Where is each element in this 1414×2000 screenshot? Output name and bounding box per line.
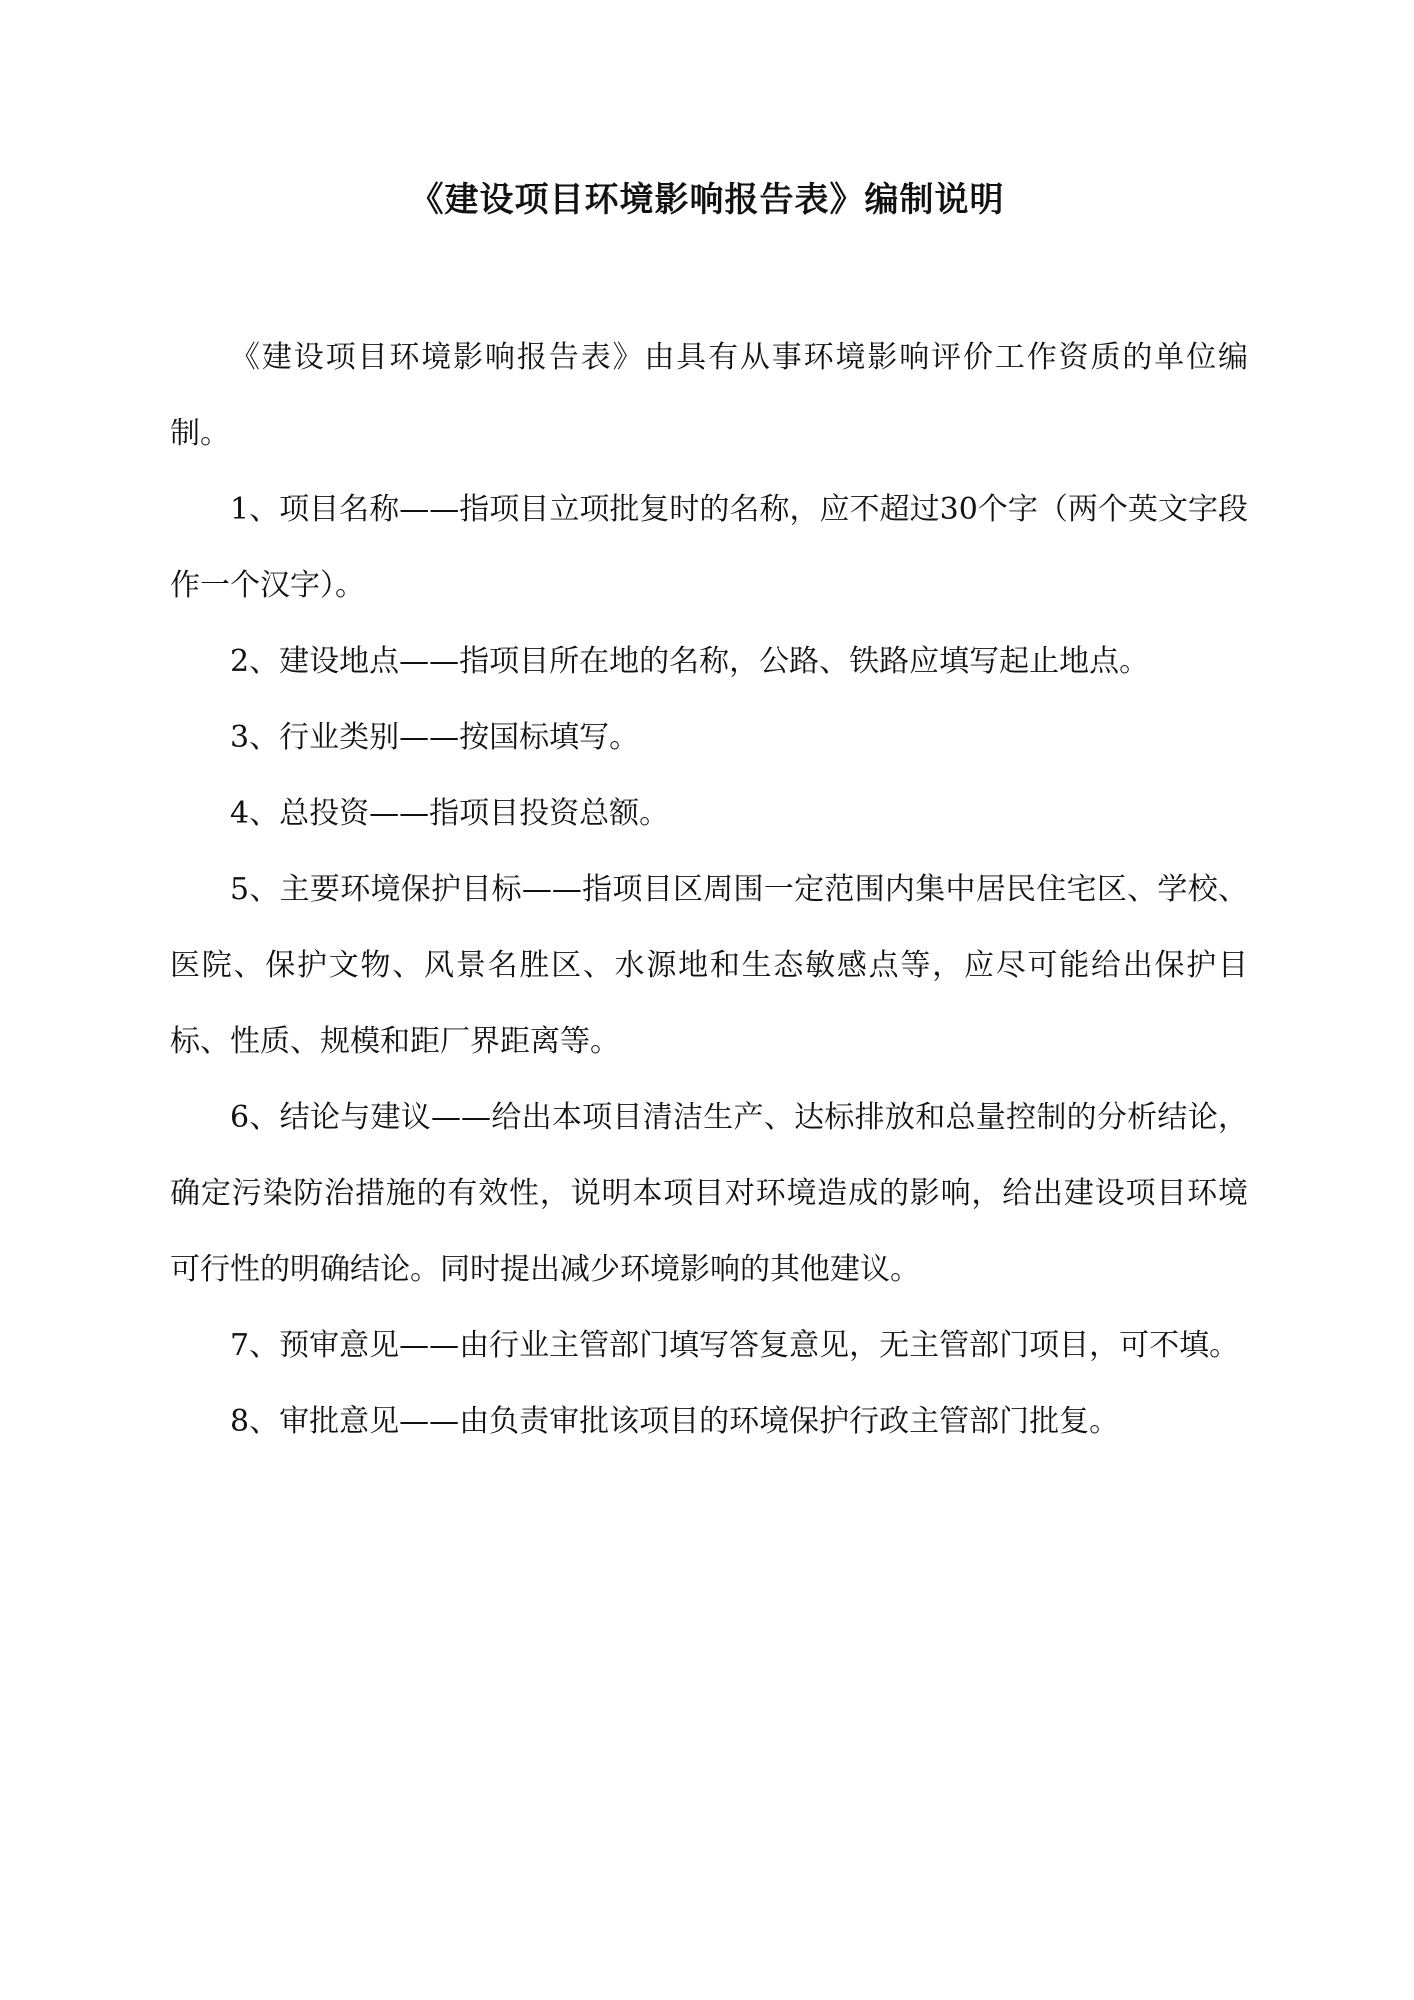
document-title: 《建设项目环境影响报告表》编制说明	[409, 180, 1005, 220]
document-body	[170, 320, 1248, 1460]
item-protection-targets: 5、主要环境保护目标——指项目区周围一定范围内集中居民住宅区、学校、医院、保护文物、风景名胜区、水源地和生态敏感点等，应尽可能给出保护目标、性质、规模和距厂界距离等。	[170, 872, 1248, 1059]
item-preliminary-review: 7、预审意见——由行业主管部门填写答复意见，无主管部门项目，可不填。	[230, 1328, 1240, 1363]
item-total-investment: 4、总投资——指项目投资总额。	[230, 796, 670, 831]
intro-paragraph: 《建设项目环境影响报告表》由具有从事环境影响评价工作资质的单位编制。	[170, 340, 1248, 451]
item-approval-opinion: 8、审批意见——由负责审批该项目的环境保护行政主管部门批复。	[230, 1404, 1120, 1439]
item-project-name: 1、项目名称——指项目立项批复时的名称，应不超过30个字（两个英文字段作一个汉字）。	[170, 492, 1248, 603]
item-conclusions: 6、结论与建议——给出本项目清洁生产、达标排放和总量控制的分析结论，确定污染防治措施的有效性，说明本项目对环境造成的影响，给出建设项目环境可行性的明确结论。同时提出减少环境影响的其他建议。	[170, 1100, 1248, 1287]
item-industry-category: 3、行业类别——按国标填写。	[230, 720, 640, 755]
item-construction-site: 2、建设地点——指项目所在地的名称，公路、铁路应填写起止地点。	[230, 644, 1150, 679]
